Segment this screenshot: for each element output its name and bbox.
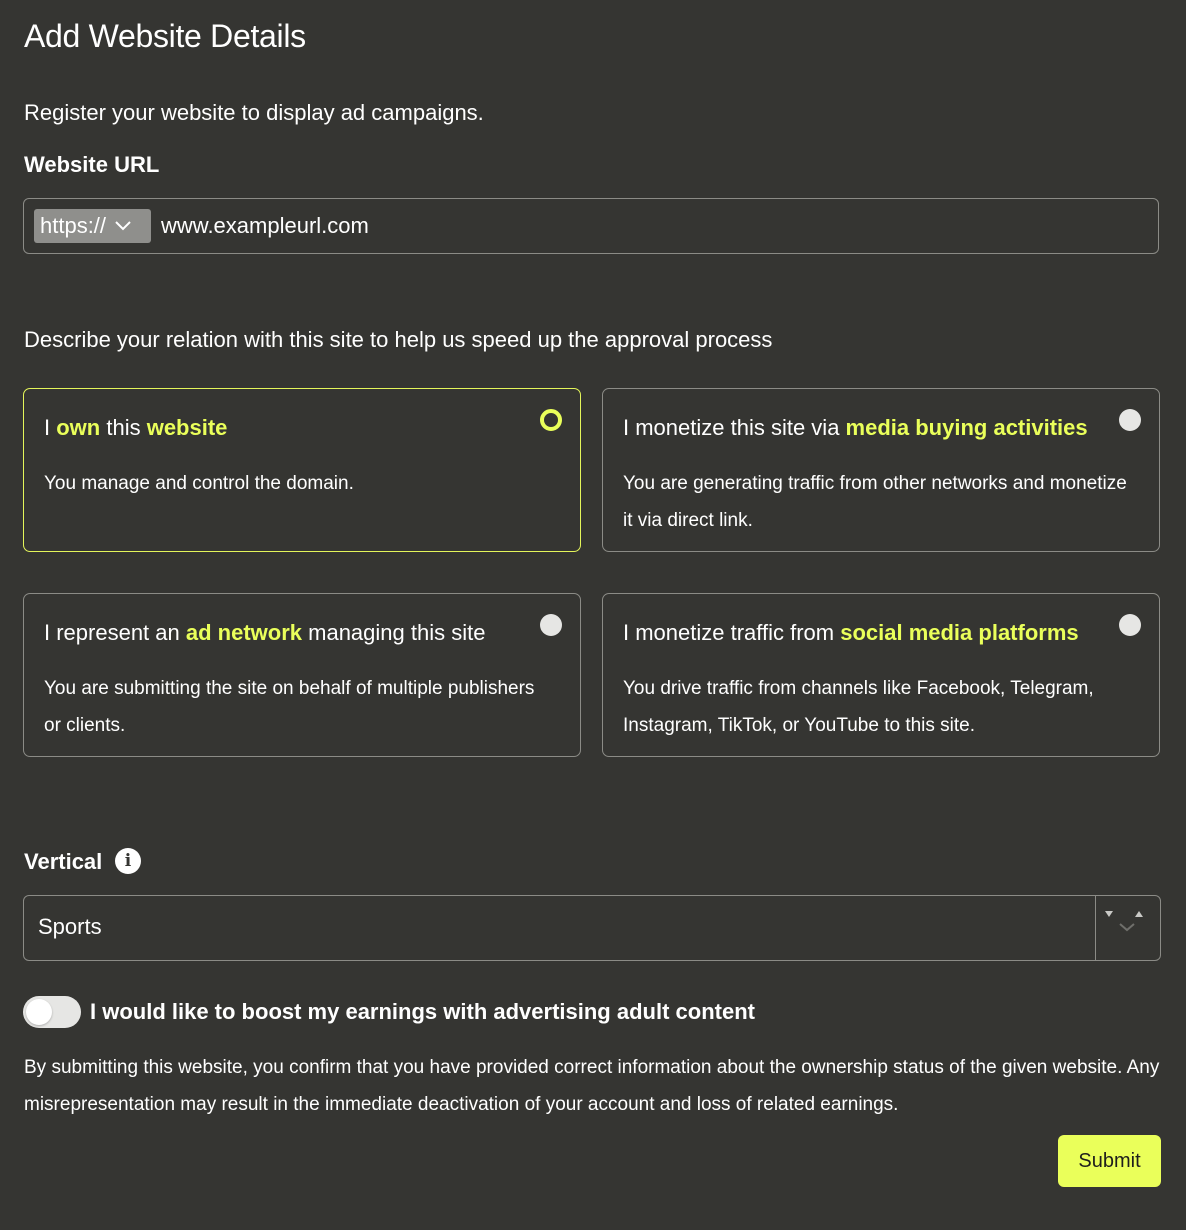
website-url-input[interactable] <box>159 212 1158 240</box>
vertical-select[interactable] <box>23 895 1161 961</box>
toggle-knob <box>26 999 52 1025</box>
relation-option-description: You are generating traffic from other networks and monetize it via direct link. <box>623 473 1127 531</box>
sort-arrows-icon[interactable] <box>1095 896 1160 960</box>
website-url-field <box>23 198 1159 254</box>
vertical-selected-value: Sports <box>38 914 102 939</box>
relation-option-description: You drive traffic from channels like Facebook, Telegram, Instagram, TikTok, or YouTube to this site. <box>623 678 1094 736</box>
disclaimer-text: By submitting this website, you confirm that you have provided correct information about the ownership status of the given website. Any misrepresentation may result in the immediate deactivation of your account and loss of related earnings. <box>24 1057 1160 1115</box>
info-icon[interactable]: i <box>115 848 141 874</box>
website-url-label: Website URL <box>24 152 160 177</box>
relation-option-description: You are submitting the site on behalf of multiple publishers or clients. <box>44 678 535 736</box>
page-subtitle: Register your website to display ad campaigns. <box>24 100 484 125</box>
relation-option-description: You manage and control the domain. <box>44 473 354 494</box>
vertical-label: Vertical <box>24 849 103 874</box>
protocol-select[interactable] <box>34 209 151 243</box>
relation-option-own[interactable] <box>23 388 581 552</box>
relation-option-ad-network[interactable] <box>23 593 581 757</box>
adult-content-toggle-label: I would like to boost my earnings with advertising adult content <box>90 999 755 1024</box>
relation-option-media-buying[interactable] <box>602 388 1160 552</box>
page-title: Add Website Details <box>24 18 306 54</box>
radio-unselected-icon[interactable] <box>1119 614 1141 636</box>
radio-selected-icon[interactable] <box>540 409 562 431</box>
protocol-value: https:// <box>40 213 107 238</box>
adult-content-toggle[interactable] <box>23 996 81 1028</box>
submit-button[interactable]: Submit <box>1058 1135 1161 1187</box>
relation-option-title: I represent an ad network managing this site <box>44 620 486 645</box>
relation-option-social-media[interactable] <box>602 593 1160 757</box>
relation-option-title: I monetize traffic from social media platforms <box>623 620 1079 645</box>
chevron-down-icon <box>112 215 134 237</box>
relation-option-title: I monetize this site via media buying activities <box>623 415 1088 440</box>
radio-unselected-icon[interactable] <box>1119 409 1141 431</box>
relation-prompt: Describe your relation with this site to help us speed up the approval process <box>24 327 773 352</box>
relation-option-title: I own this website <box>44 415 228 440</box>
radio-unselected-icon[interactable] <box>540 614 562 636</box>
